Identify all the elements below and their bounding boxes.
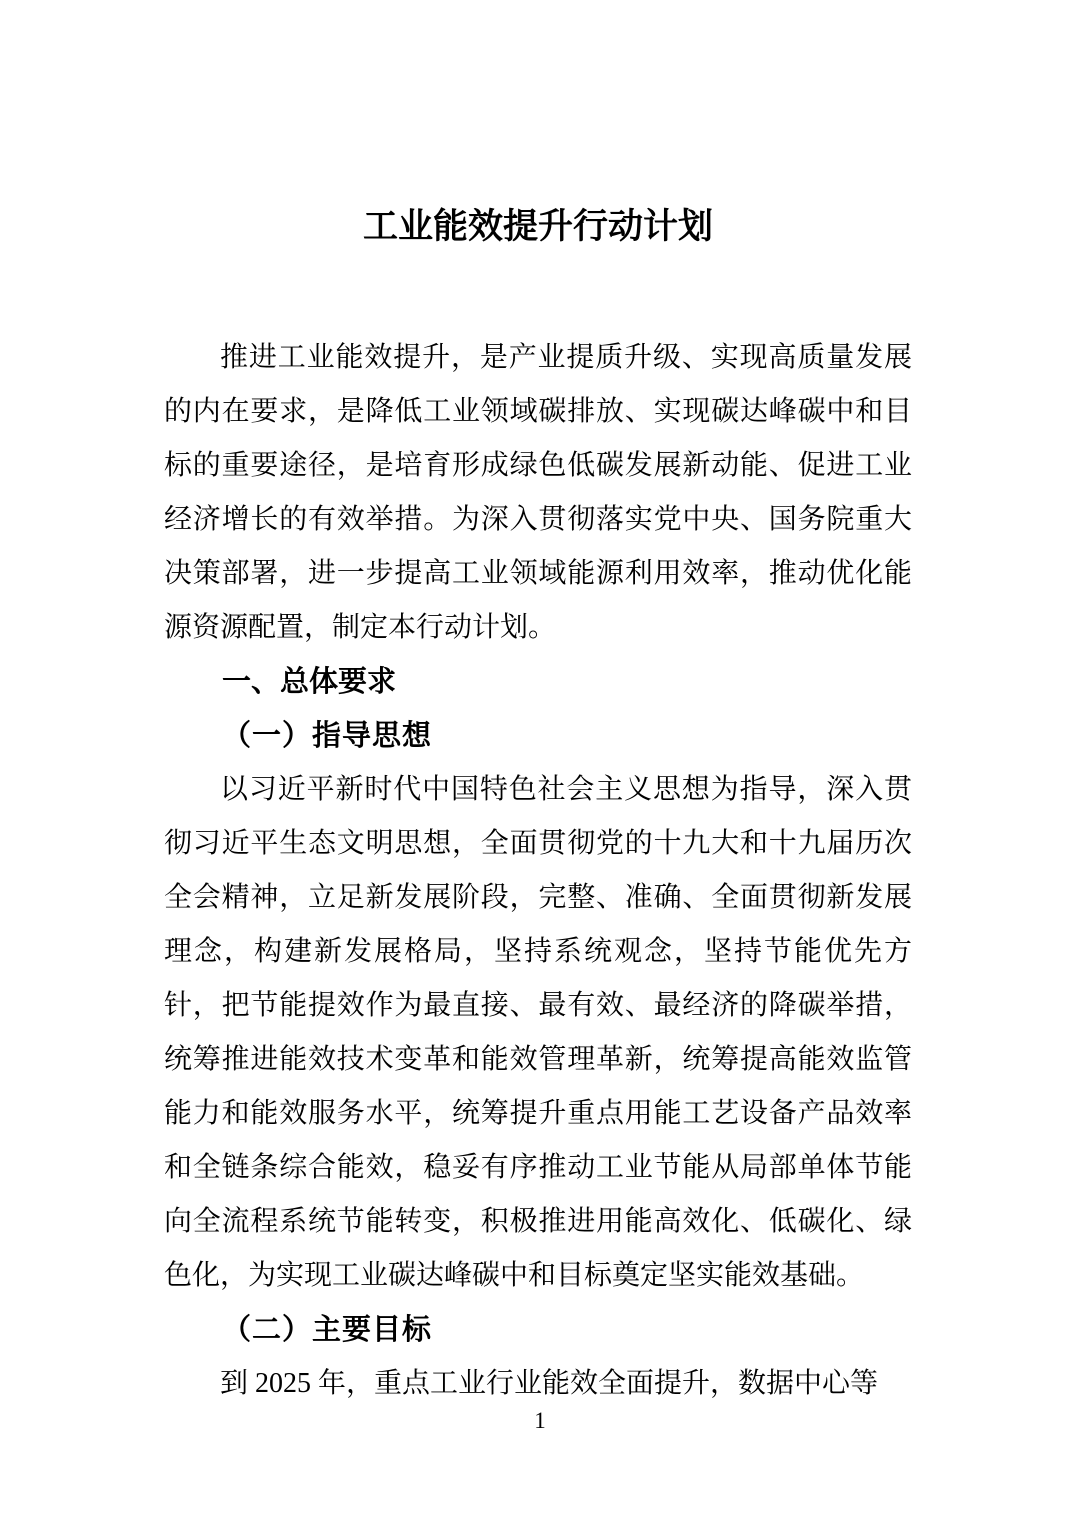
subsection-2-heading: （二）主要目标 — [222, 1314, 433, 1346]
section-1-heading: 一、总体要求 — [222, 666, 397, 698]
page-number: 1 — [534, 1408, 546, 1433]
subsection-1-heading: （一）指导思想 — [222, 720, 433, 752]
document-title: 工业能效提升行动计划 — [362, 207, 713, 246]
document-content — [164, 0, 912, 1411]
subsection-2-body: 到 2025 年，重点工业行业能效全面提升，数据中心等 — [220, 1368, 879, 1399]
subsection-1-body: 以习近平新时代中国特色社会主义思想为指导，深入贯彻习近平生态文明思想，全面贯彻党的十九大和十九届历次全会精神，立足新发展阶段，完整、准确、全面贯彻新发展理念，构建新发展格局，坚持系统观念，坚持节能优先方针，把节能提效作为最直接、最有效、最经济的降碳举措，统筹推进能效技术变革和能效管理革新，统筹提高能效监管能力和能效服务水平，统筹提升重点用能工艺设备产品效率和全链条综合能效，稳妥有序推动工业节能从局部单体节能向全流程系统节能转变，积极推进用能高效化、低碳化、绿色化，为实现工业碳达峰碳中和目标奠定坚实能效基础。 — [164, 774, 912, 1291]
intro-paragraph: 推进工业能效提升，是产业提质升级、实现高质量发展的内在要求，是降低工业领域碳排放、实现碳达峰碳中和目标的重要途径，是培育形成绿色低碳发展新动能、促进工业经济增长的有效举措。为深入贯彻落实党中央、国务院重大决策部署，进一步提高工业领域能源利用效率，推动优化能源资源配置，制定本行动计划。 — [164, 342, 912, 643]
